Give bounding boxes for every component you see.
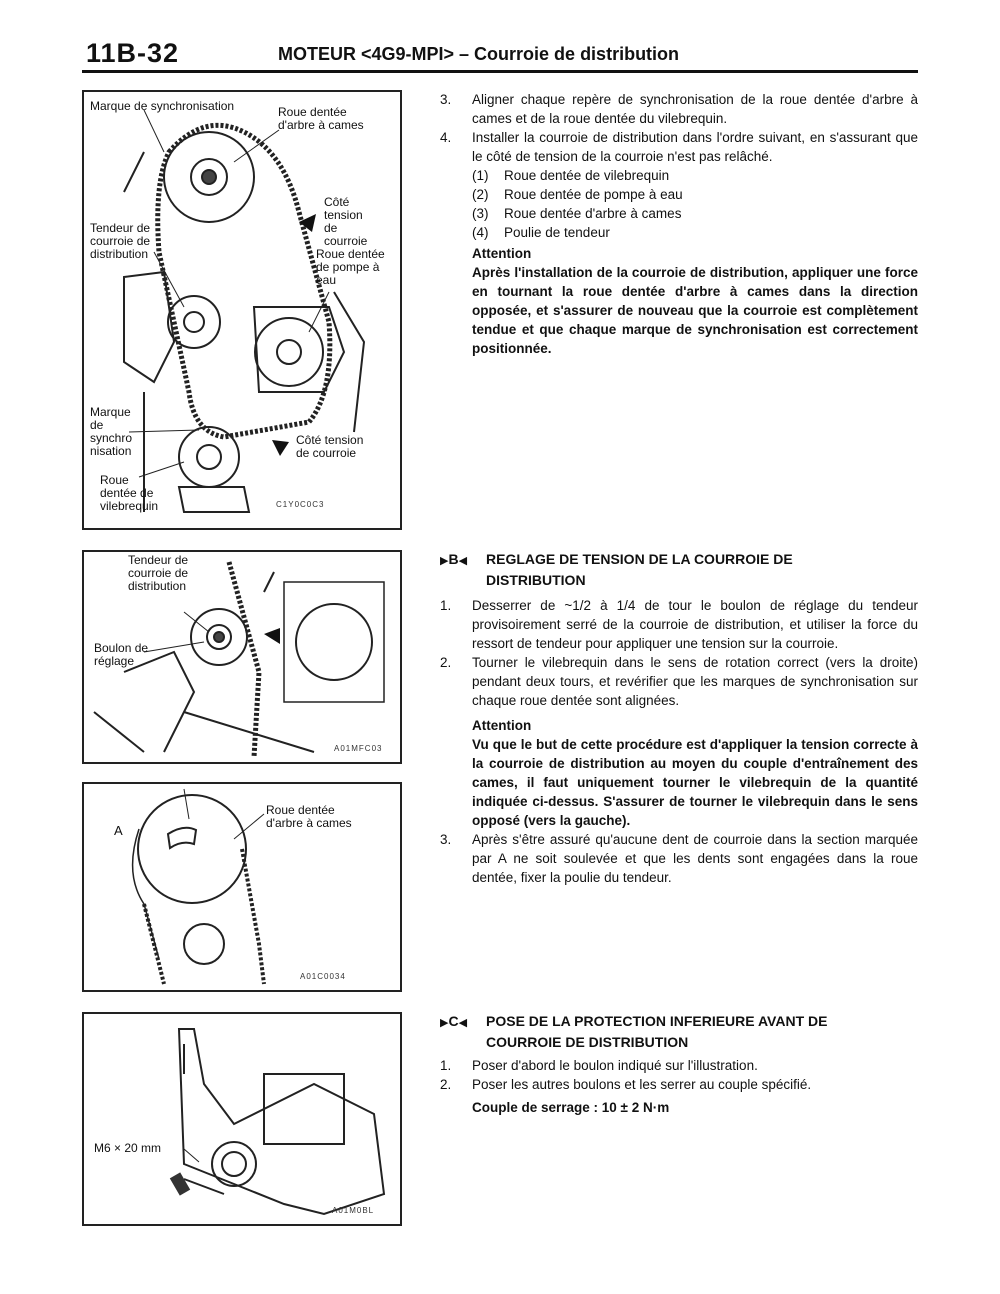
- figure-code: A01M0BL: [332, 1206, 375, 1215]
- figure-section-a: [82, 782, 402, 992]
- step-3: 3. Aligner chaque repère de synchronisation de la roue dentée d'arbre à cames et de la roue dentée du vilebrequin.: [440, 92, 918, 126]
- list-item: (1) Roue dentée de vilebrequin: [472, 168, 670, 183]
- attention-title: Attention: [472, 246, 532, 261]
- label-tension-side: Côté tension de courroie: [324, 195, 368, 248]
- label-bolt: M6 × 20 mm: [94, 1141, 162, 1155]
- step-1: 1. Desserrer de ~1/2 à 1/4 de tour le boulon de réglage du tendeur provisoirement serré de la courroie de distribution, et utiliser la force du ressort de tendeur pour appliquer une tension sur la courroie.: [440, 598, 918, 651]
- label-cam-sprocket: Roue dentée d'arbre à cames: [266, 803, 352, 830]
- section-c-heading: ▶C◀ POSE DE LA PROTECTION INFERIEURE AVANT DE COURROIE DE DISTRIBUTION: [440, 1013, 828, 1050]
- label-a: A: [114, 823, 123, 838]
- page-title: MOTEUR <4G9-MPI> – Courroie de distribution: [278, 44, 680, 64]
- attention-title: Attention: [472, 718, 532, 733]
- list-item: (2) Roue dentée de pompe à eau: [472, 187, 683, 202]
- list-item: (4) Poulie de tendeur: [472, 225, 610, 240]
- attention-text: Après l'installation de la courroie de distribution, appliquer une force en tournant la roue dentée d'arbre à cames dans la direction opposée, et s'assurer de nouveau que la courroie est complètement tendue et que chaque marque de synchronisation est correctement positionnée.: [472, 265, 918, 356]
- torque-spec: Couple de serrage : 10 ± 2 N·m: [472, 1100, 670, 1115]
- section-b-heading: ▶B◀ REGLAGE DE TENSION DE LA COURROIE DE DISTRIBUTION: [440, 551, 793, 588]
- label-cam-sprocket: Roue dentée d'arbre à cames: [278, 105, 364, 132]
- page-number: 11B-32: [86, 38, 180, 68]
- section-tension-adjust: [440, 596, 918, 887]
- page-header: [82, 38, 918, 73]
- label-sync-mark-bottom: Marque de synchro nisation: [90, 405, 133, 458]
- step-3: 3. Après s'être assuré qu'aucune dent de courroie dans la section marquée par A ne soit soulevée et que les dents sont engagées dans la roue dentée, fixer la poulie du tendeur.: [440, 832, 918, 885]
- step-2: 2. Poser les autres boulons et les serrer au couple spécifié.: [440, 1077, 812, 1092]
- section-marker: ▶B◀: [440, 551, 468, 567]
- label-tensioner: Tendeur de courroie de distribution: [128, 553, 189, 593]
- section-a-drawing: [84, 784, 400, 990]
- lower-cover-drawing: [84, 1014, 400, 1224]
- section-lower-cover: [440, 1056, 918, 1117]
- label-tension-side-2: Côté tension de courroie: [296, 433, 364, 460]
- figure-tensioner: [82, 550, 402, 764]
- label-tensioner: Tendeur de courroie de distribution: [90, 221, 151, 261]
- label-crank-sprocket: Roue dentée de vilebrequin: [100, 473, 159, 513]
- step-1: 1. Poser d'abord le boulon indiqué sur l'illustration.: [440, 1058, 758, 1073]
- figure-code: A01MFC03: [334, 744, 383, 753]
- attention-text: Vu que le but de cette procédure est d'appliquer la tension correcte à la courroie de distribution au moyen du couple d'entraînement des cames, il faut uniquement tourner le vilebrequin de la quantité indiquée ci-dessus. S'assurer de tourner le vilebrequin dans le sens opposé (vers la gauche).: [472, 737, 918, 828]
- section-installation: [440, 90, 918, 358]
- list-item: (3) Roue dentée d'arbre à cames: [472, 206, 682, 221]
- step-4: 4. Installer la courroie de distribution dans l'ordre suivant, en s'assurant que le côté de tension de la courroie n'est pas relâché.: [440, 130, 918, 164]
- figure-code: C1Y0C0C3: [276, 500, 325, 509]
- belt-routing-drawing: [84, 92, 400, 528]
- label-sync-mark: Marque de synchronisation: [90, 99, 235, 113]
- label-adjust-bolt: Boulon de réglage: [94, 641, 149, 668]
- label-water-pump: Roue dentée de pompe à eau: [316, 247, 385, 287]
- step-2: 2. Tourner le vilebrequin dans le sens de rotation correct (vers la droite) pendant deux tours, et revérifier que les marques de synchronisation sur chaque roue dentée sont alignées.: [440, 655, 918, 708]
- figure-belt-routing: [82, 90, 402, 530]
- install-order-list: [440, 166, 918, 242]
- section-marker: ▶C◀: [440, 1013, 468, 1029]
- figure-code: A01C0034: [300, 972, 346, 981]
- figure-lower-cover: [82, 1012, 402, 1226]
